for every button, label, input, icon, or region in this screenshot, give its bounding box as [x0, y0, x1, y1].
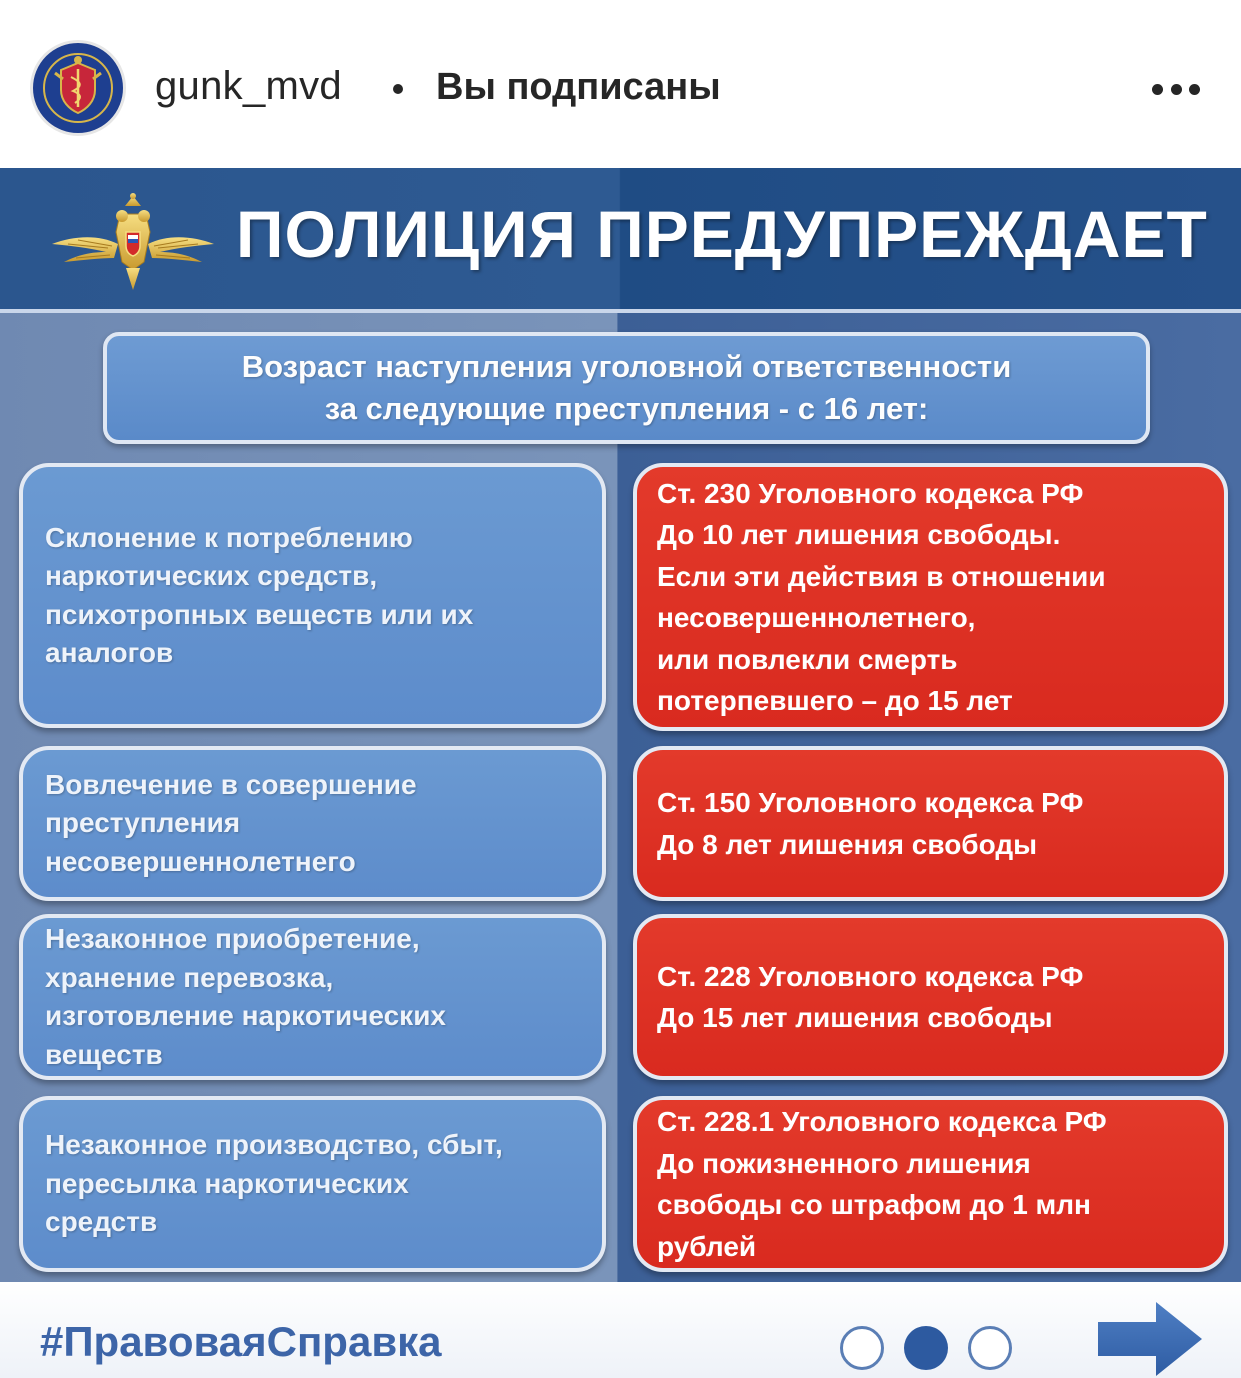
age-notice-line: за следующие преступления - с 16 лет:: [324, 391, 929, 426]
poster-banner: [0, 168, 1241, 313]
penalty-text-line: До 15 лет лишения свободы: [657, 1002, 1053, 1033]
carousel-dot-3[interactable]: [968, 1326, 1012, 1370]
penalty-card: [633, 746, 1228, 901]
crime-text-line: Склонение к потреблению: [45, 521, 413, 553]
crime-text-line: аналогов: [45, 637, 174, 668]
carousel-dot-1[interactable]: [840, 1326, 884, 1370]
carousel-dot-2-active[interactable]: [904, 1326, 948, 1370]
poster-footer: [0, 1282, 1241, 1378]
penalty-text-line: несовершеннолетнего,: [657, 602, 976, 633]
more-options-icon[interactable]: [1148, 72, 1204, 106]
crime-text-line: хранение перевозка,: [45, 961, 334, 993]
penalty-text-line: Если эти действия в отношении: [657, 560, 1106, 592]
crime-card: [19, 914, 606, 1080]
penalty-text-line: До 10 лет лишения свободы.: [657, 519, 1061, 550]
more-dot: [1189, 84, 1200, 95]
crime-text-line: веществ: [45, 1038, 163, 1070]
crime-text-line: преступления: [45, 807, 241, 839]
arrow-right-icon[interactable]: [1098, 1300, 1204, 1378]
penalty-text-line: Ст. 230 Уголовного кодекса РФ: [657, 477, 1084, 509]
penalty-text-line: потерпевшего – до 15 лет: [657, 685, 1013, 716]
crime-text-line: психотропных веществ или их: [45, 598, 474, 630]
crime-text-line: несовершеннолетнего: [45, 845, 356, 877]
more-dot: [1152, 84, 1163, 95]
age-notice-line: Возраст наступления уголовной ответственности: [241, 349, 1012, 384]
crime-text-line: пересылка наркотических: [45, 1167, 409, 1199]
penalty-text-line: До пожизненного лишения: [657, 1147, 1031, 1179]
crime-text-line: средств: [45, 1206, 158, 1238]
penalty-text-line: рублей: [657, 1230, 757, 1262]
penalty-text-line: свободы со штрафом до 1 млн: [657, 1189, 1091, 1220]
penalty-text-line: Ст. 150 Уголовного кодекса РФ: [657, 787, 1084, 818]
follow-status-button[interactable]: Вы подписаны: [436, 66, 721, 108]
crime-text-line: изготовление наркотических: [45, 1000, 446, 1031]
penalty-card: [633, 1096, 1228, 1272]
penalty-text-line: Ст. 228.1 Уголовного кодекса РФ: [657, 1106, 1107, 1137]
crime-card: [19, 1096, 606, 1272]
post-image[interactable]: [0, 168, 1241, 1282]
police-shield-emblem-icon: [33, 43, 123, 133]
crime-text-line: Вовлечение в совершение: [45, 768, 417, 800]
penalty-text-line: Ст. 228 Уголовного кодекса РФ: [657, 960, 1084, 992]
poster-title: ПОЛИЦИЯ ПРЕДУПРЕЖДАЕТ: [236, 197, 1208, 271]
penalty-card: [633, 463, 1228, 731]
crime-text-line: Незаконное производство, сбыт,: [45, 1129, 503, 1161]
double-headed-eagle-emblem-icon: [48, 192, 218, 292]
crime-card: [19, 463, 606, 728]
penalty-card: [633, 914, 1228, 1080]
age-notice-box: [103, 332, 1150, 444]
penalty-text-line: До 8 лет лишения свободы: [657, 828, 1038, 860]
penalty-text-line: или повлекли смерть: [657, 643, 958, 675]
post-header: [0, 0, 1241, 168]
crime-card: [19, 746, 606, 901]
crime-text-line: Незаконное приобретение,: [45, 923, 420, 954]
separator-dot: [393, 84, 403, 94]
username[interactable]: gunk_mvd: [155, 64, 342, 108]
hashtag-link[interactable]: #ПравоваяСправка: [40, 1318, 442, 1365]
more-dot: [1171, 84, 1182, 95]
crime-text-line: наркотических средств,: [45, 560, 378, 591]
avatar[interactable]: [30, 40, 126, 136]
